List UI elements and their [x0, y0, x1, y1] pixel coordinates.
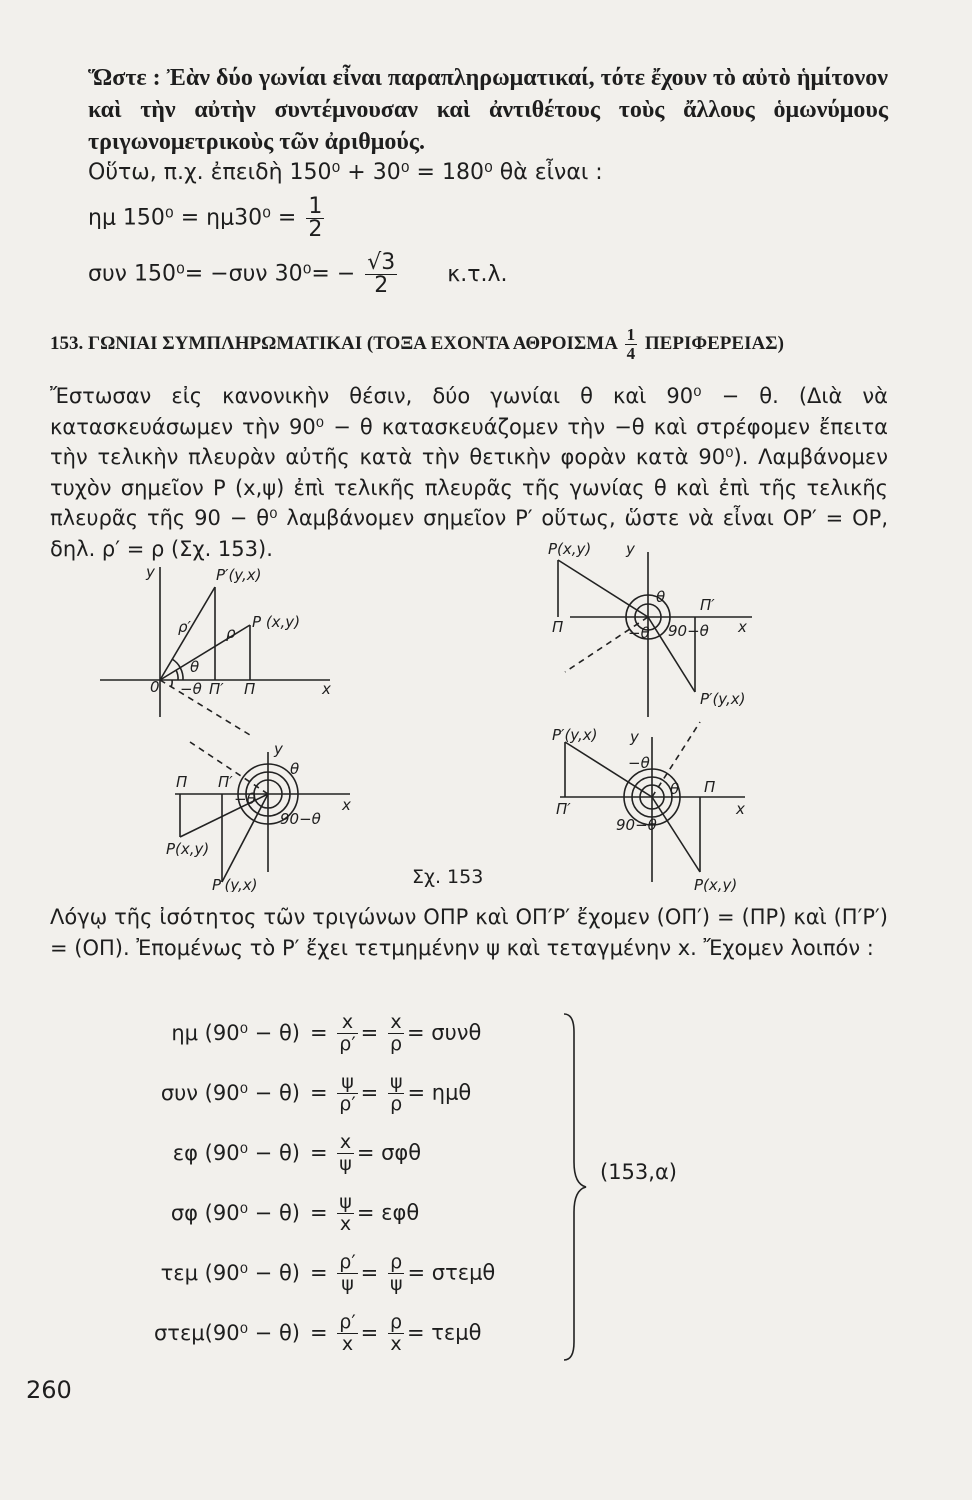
fraction: [337, 1132, 354, 1175]
denominator: 2: [374, 273, 389, 298]
equation-row: ημ (90⁰ − θ) = $\frac{x}{\rho'}$ = $\frac{x}{\rho}$ = συνθ: [150, 1012, 481, 1055]
denominator: x: [339, 1213, 352, 1235]
fig1-label-mtheta: −θ: [180, 680, 202, 698]
fig2-label-pp: P′(y,x): [212, 876, 258, 892]
numerator: √3: [367, 250, 396, 275]
equation-row: τεμ (90⁰ − θ) = $\frac{\rho'}{\psi}$ = $\frac{\rho}{\psi}$ = στεμθ: [150, 1252, 495, 1295]
numerator: ρ: [389, 1311, 402, 1333]
denominator: x: [341, 1333, 354, 1355]
equation-rhs: συνθ: [431, 1020, 482, 1045]
denominator: ρ′: [339, 1033, 356, 1055]
equation-rhs: τεμθ: [431, 1320, 482, 1345]
numerator: 1: [308, 194, 323, 219]
fig2-label-x: x: [342, 796, 351, 814]
fraction: [337, 1252, 357, 1295]
equation-rhs: στεμθ: [431, 1260, 496, 1285]
fraction: [388, 1072, 405, 1115]
fig1-label-p: P (x,y): [252, 613, 301, 631]
fig2-label-y: y: [274, 740, 283, 758]
fraction: [337, 1072, 357, 1115]
example-line-3-tail: κ.τ.λ.: [447, 261, 508, 287]
fig4-label-p: P(x,y): [694, 876, 738, 892]
fig4-label-pip: Π′: [556, 800, 571, 818]
fig2-label-pip: Π′: [218, 773, 233, 791]
numerator: x: [337, 1132, 354, 1154]
equation-row: εφ (90⁰ − θ) = $\frac{x}{\psi}$ = σφθ: [150, 1132, 421, 1175]
equation-row: συν (90⁰ − θ) = $\frac{\psi}{\rho'}$ = $\frac{\psi}{\rho}$ = ημθ: [150, 1072, 471, 1115]
curly-brace: [560, 1012, 590, 1362]
fraction: [625, 326, 638, 363]
fig2-label-mtheta: −θ: [234, 790, 256, 808]
fig3-terminal-side: [558, 560, 648, 617]
fig1-terminal-side: [160, 625, 250, 680]
fig2-label-p: P(x,y): [166, 840, 210, 858]
denominator: ψ: [341, 1273, 354, 1295]
fig3-label-ninety: 90−θ: [668, 622, 709, 640]
fig1-angle-arc-2: [171, 680, 172, 687]
equation-rhs: ημθ: [431, 1080, 472, 1105]
fig1-label-y: y: [146, 563, 155, 581]
denominator: 4: [626, 344, 636, 363]
fig3-label-mtheta: −θ: [628, 624, 650, 642]
fig1-angle-arc: [176, 670, 178, 680]
fig4-label-ninety: 90−θ: [616, 816, 657, 834]
fig1-dashed-ray: [160, 680, 250, 735]
fig4-terminal-side: [652, 797, 700, 872]
fig4-label-mtheta: −θ: [628, 754, 650, 772]
fig4-label-pi: Π: [704, 778, 716, 796]
fig3-label-theta: θ: [656, 588, 666, 606]
section-title-post: ΠΕΡΙΦΕΡΕΙΑΣ): [644, 332, 784, 354]
fraction: [337, 1012, 357, 1055]
equation-row: σφ (90⁰ − θ) = $\frac{\psi}{x}$ = εφθ: [150, 1192, 419, 1235]
fig4-label-y: y: [630, 728, 639, 746]
fig1-label-rhop: ρ′: [178, 618, 191, 636]
denominator: ρ: [389, 1033, 402, 1055]
fig1-label-pp: P′(y,x): [216, 566, 262, 584]
denominator: ψ: [389, 1273, 403, 1295]
fig3-label-p: P(x,y): [548, 540, 592, 558]
equation-rhs: εφθ: [381, 1200, 420, 1225]
fig1-label-rho: ρ: [226, 624, 236, 642]
fraction: [388, 1012, 404, 1055]
equation-lhs: στεμ(90⁰ − θ): [154, 1320, 300, 1345]
equation-lhs: ημ (90⁰ − θ): [171, 1020, 300, 1045]
equation-lhs: συν (90⁰ − θ): [160, 1080, 300, 1105]
fig1-label-theta: θ: [190, 658, 200, 676]
section-paragraph: Ἔστωσαν εἰς κανονικὴν θέσιν, δύο γωνίαι θ καὶ 90⁰ − θ. (Διὰ νὰ κατασκευάσωμεν τὴν 90⁰ − θ κατασκευάζομεν τὴν −θ καὶ στρέφομεν ἔπειτα τὴν τελικὴν πλευρὰν αὐτῆς κατὰ τὴν θετικὴν φορὰν κατὰ 90⁰). Λαμβάνομεν τυχὸν σημεῖον Ρ (x,ψ) ἐπὶ τελικῆς πλευρᾶς τῆς γωνίας θ καὶ ἐπὶ τῆς τελικῆς πλευρᾶς τῆς 90 − θ⁰ λαμβάνομεν σημεῖον Ρ′ οὕτως, ὥστε νὰ εἶναι ΟΡ′ = ΟΡ, δηλ. ρ′ = ρ (Σχ. 153).: [50, 384, 888, 561]
denominator: ρ′: [339, 1093, 356, 1115]
numerator: 1: [626, 325, 636, 344]
example-line-1: Οὕτω, π.χ. ἐπειδὴ 150⁰ + 30⁰ = 180⁰ θὰ εἶναι :: [88, 160, 603, 185]
fraction: [388, 1312, 404, 1355]
fraction: [337, 1192, 354, 1235]
numerator: ψ: [389, 1071, 403, 1093]
equation-lhs: εφ (90⁰ − θ): [172, 1140, 300, 1165]
fig2-label-ninety: 90−θ: [280, 810, 321, 828]
fig4-label-pp: P′(y,x): [552, 726, 598, 744]
equation-lhs: τεμ (90⁰ − θ): [160, 1260, 300, 1285]
equation-lhs: σφ (90⁰ − θ): [170, 1200, 300, 1225]
fig1-label-x: x: [322, 680, 331, 698]
intro-paragraph: Ὥστε : Ἐὰν δύο γωνίαι εἶναι παραπληρωματικαί, τότε ἔχουν τὸ αὐτὸ ἡμίτονον καὶ τὴν αὐτὴν συντέμνουσαν καὶ ἀντιθέτους τοὺς ἄλλους ὁμωνύμους τριγωνομετρικοὺς τῶν ἀριθμούς.: [88, 65, 888, 155]
fig3-label-pip: Π′: [700, 596, 715, 614]
equation-row: στεμ(90⁰ − θ) = $\frac{\rho'}{x}$ = $\frac{\rho}{x}$ = τεμθ: [150, 1312, 481, 1355]
example-line-3-lhs: συν 150⁰= −συν 30⁰= −: [88, 261, 356, 287]
fig1-label-pi: Π: [244, 680, 256, 698]
after-paragraph: Λόγῳ τῆς ἰσότητος τῶν τριγώνων ΟΠΡ καὶ ΟΠ′Ρ′ ἔχομεν (ΟΠ′) = (ΠΡ) καὶ (Π′Ρ′) = (ΟΠ). Ἐπομένως τὸ Ρ′ ἔχει τετμημένην ψ καὶ τεταγμένην x. Ἔχομεν λοιπόν :: [50, 905, 888, 960]
numerator: ρ′: [339, 1311, 356, 1333]
section-title-pre: 153. ΓΩΝΙΑΙ ΣΥΜΠΛΗΡΩΜΑΤΙΚΑΙ (ΤΟΞΑ ΕΧΟΝΤΑ ΑΘΡΟΙΣΜΑ: [50, 332, 617, 354]
fig3-label-y: y: [626, 540, 635, 558]
fig2-label-theta: θ: [290, 760, 300, 778]
fraction: [388, 1252, 405, 1295]
equation-rhs: σφθ: [381, 1140, 422, 1165]
fig2-label-pi: Π: [176, 773, 188, 791]
numerator: ψ: [337, 1072, 357, 1094]
fraction: [337, 1312, 357, 1355]
numerator: ρ: [388, 1252, 405, 1274]
fig3-label-x: x: [738, 618, 747, 636]
fraction: [306, 196, 324, 241]
example-line-2: [88, 196, 327, 241]
example-line-2-lhs: ημ 150⁰ = ημ30⁰ =: [88, 205, 297, 231]
fraction: [365, 252, 397, 297]
figure-153: [0, 532, 972, 892]
fig4-label-theta: θ: [670, 780, 680, 798]
fig1-label-o: 0: [150, 678, 160, 696]
example-line-3: [88, 252, 508, 297]
fig1-label-pip: Π′: [209, 680, 224, 698]
numerator: ρ′: [339, 1251, 356, 1273]
denominator: ρ: [390, 1093, 403, 1115]
fig4-label-x: x: [736, 800, 745, 818]
denominator: ψ: [339, 1153, 352, 1175]
numerator: ψ: [339, 1191, 352, 1213]
figure-caption: Σχ. 153: [412, 866, 484, 888]
denominator: 2: [308, 217, 323, 242]
fig3-label-pp: P′(y,x): [700, 690, 746, 708]
fig3-label-pi: Π: [552, 618, 564, 636]
page-number: 260: [26, 1376, 72, 1404]
numerator: x: [388, 1012, 404, 1034]
denominator: x: [390, 1333, 402, 1355]
section-title: [50, 326, 784, 363]
equation-label: (153,α): [600, 1160, 677, 1184]
numerator: x: [337, 1012, 357, 1034]
